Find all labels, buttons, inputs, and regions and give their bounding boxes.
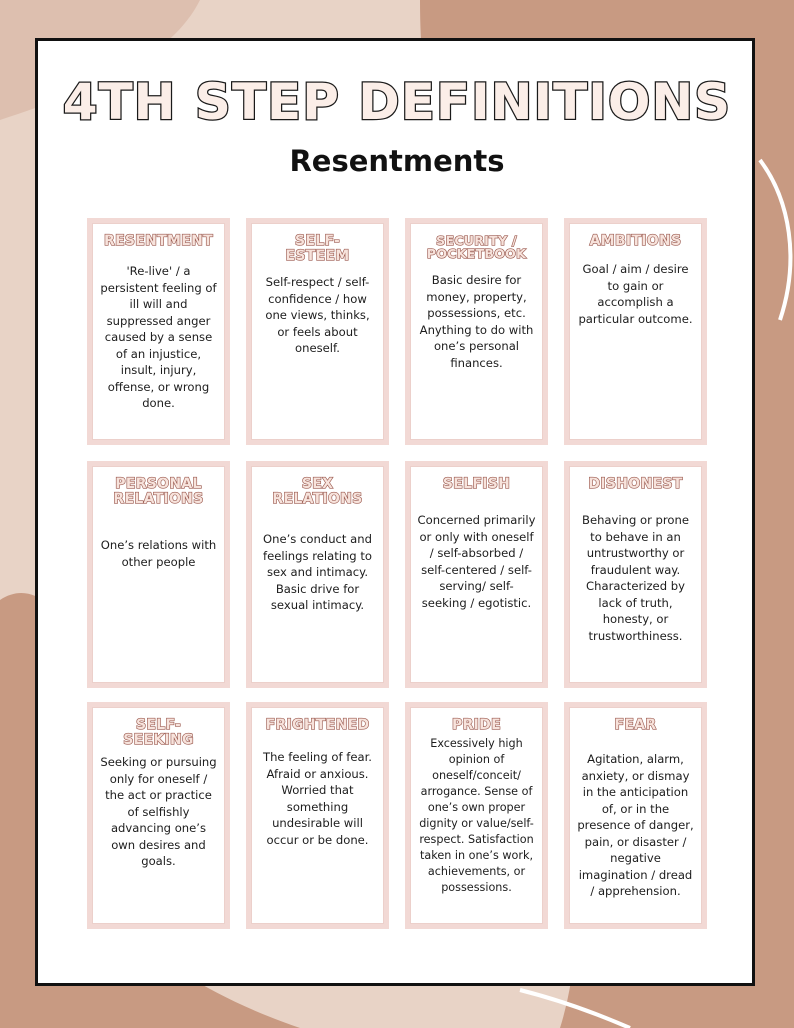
card-title: FEAR <box>614 717 657 733</box>
card-definition: 'Re-live' / a persistent feeling of ill will and suppressed anger caused by a sense of an injustice, insult, injury, offense, or wrong done. <box>100 264 217 410</box>
definition-card <box>564 461 707 688</box>
definition-card <box>564 702 707 929</box>
card-definition: One’s conduct and feelings relating to sex and intimacy. Basic drive for sexual intimacy. <box>263 532 372 612</box>
card-definition: One’s relations with other people <box>100 538 217 569</box>
card-title: SEX RELATIONS <box>272 476 363 507</box>
card-title: SELF-SEEKING <box>123 717 194 748</box>
card-definition: Concerned primarily or only with oneself / self-absorbed / self-centered / self-serving/ self-seeking / egotistic. <box>417 513 536 610</box>
definition-card <box>405 461 548 688</box>
card-definition: Self-respect / self-confidence / how one views, thinks, or feels about oneself. <box>265 275 370 355</box>
page-subtitle: Resentments <box>289 144 505 178</box>
card-title: DISHONEST <box>588 476 683 492</box>
card-definition: Agitation, alarm, anxiety, or dismay in the anticipation of, or in the presence of danger, pain, or disaster / negative imagination / dread / apprehension. <box>577 752 694 898</box>
card-title: PRIDE <box>452 717 501 733</box>
definition-card <box>246 461 389 688</box>
card-definition: The feeling of fear. Afraid or anxious. Worried that something undesirable will occur or be done. <box>263 750 372 847</box>
card-title: AMBITIONS <box>589 233 682 249</box>
card-definition: Excessively high opinion of oneself/conceit/ arrogance. Sense of one’s own proper dignity or value/self-respect. Satisfaction taken in one’s work, achievements, or possessions. <box>419 737 534 894</box>
card-definition: Basic desire for money, property, possessions, etc. Anything to do with one’s personal finances. <box>419 273 534 370</box>
definition-card <box>87 702 230 929</box>
definition-card <box>246 702 389 929</box>
card-title: PERSONAL RELATIONS <box>113 476 204 507</box>
card-title: SECURITY / POCKETBOOK <box>426 233 527 261</box>
definition-card <box>246 218 389 445</box>
card-title: FRIGHTENED <box>265 717 370 733</box>
card-title: SELFISH <box>442 476 511 492</box>
card-title: SELF-ESTEEM <box>285 233 350 264</box>
definition-card <box>564 218 707 445</box>
definition-card <box>87 461 230 688</box>
card-definition: Behaving or prone to behave in an untrustworthy or fraudulent way. Characterized by lack of truth, honesty, or trustworthiness. <box>581 513 689 643</box>
definition-card <box>405 702 548 929</box>
definition-card <box>87 218 230 445</box>
card-definition: Goal / aim / desire to gain or accomplish a particular outcome. <box>578 262 693 326</box>
page-title: 4TH STEP DEFINITIONS <box>62 73 732 131</box>
card-title: RESENTMENT <box>103 233 214 249</box>
definition-card <box>405 218 548 445</box>
card-definition: Seeking or pursuing only for oneself / the act or practice of selfishly advancing one’s own desires and goals. <box>100 755 217 868</box>
